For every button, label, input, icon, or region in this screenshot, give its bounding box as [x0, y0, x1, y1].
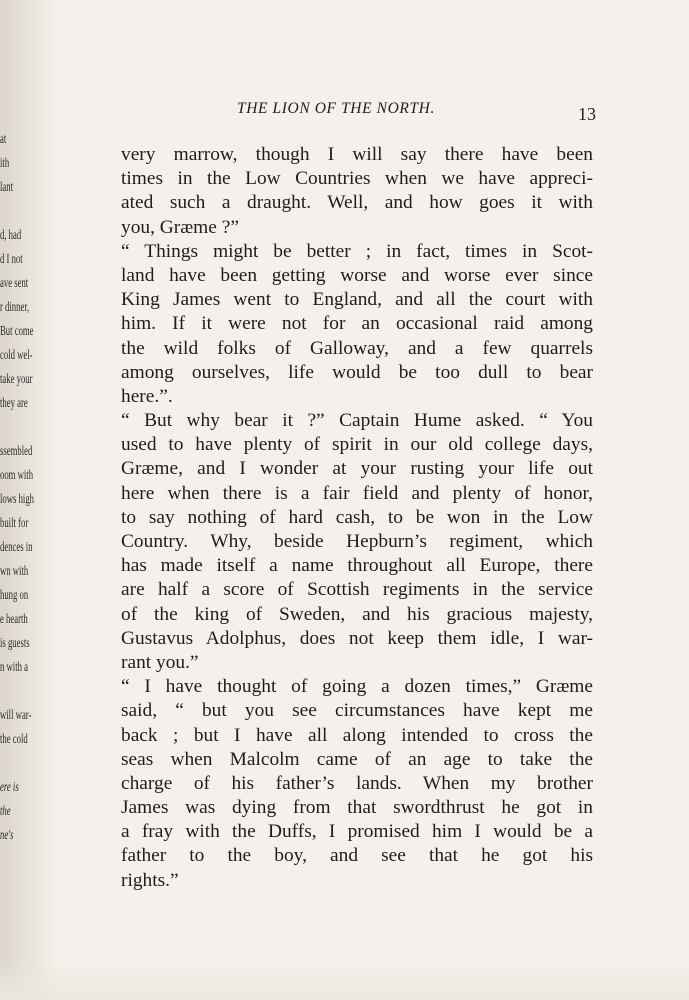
- text-line: Græme, and I wonder at your rusting your life out: [121, 458, 593, 480]
- text-line: the wild folks of Galloway, and a few quarrels: [121, 337, 593, 359]
- bleed-line: is guests: [0, 636, 30, 651]
- text-line: “ Things might be better ; in fact, times in Scot-: [121, 240, 593, 262]
- bleed-line: ith: [0, 156, 10, 171]
- text-line: very marrow, though I will say there have been: [121, 144, 593, 165]
- text-line: back ; but I have all along intended to cross the: [121, 724, 593, 746]
- text-line: King James went to England, and all the court with: [121, 289, 593, 311]
- text-line: “ I have thought of going a dozen times,” Græme: [121, 676, 593, 698]
- bleed-line: ave sent: [0, 276, 29, 291]
- bleed-line: ere is: [0, 780, 19, 795]
- text-line: Gustavus Adolphus, does not keep them idle, I war-: [121, 627, 593, 649]
- bleed-line: d, had: [0, 228, 22, 243]
- bleed-line: oom with: [0, 468, 34, 483]
- page-number: 13: [578, 104, 596, 124]
- bleed-line: ne's: [0, 828, 14, 843]
- bleed-line: the: [0, 804, 11, 819]
- bleed-line: take your: [0, 372, 33, 387]
- text-line: land have been getting worse and worse ever since: [121, 264, 593, 286]
- bleed-line: lant: [0, 180, 14, 195]
- bleed-line: d I not: [0, 252, 23, 267]
- bleed-line: [0, 200, 27, 224]
- bleed-line: will war-: [0, 708, 32, 723]
- page-bottom-shadow: [0, 960, 689, 1000]
- text-line: used to have plenty of spirit in our old college days,: [121, 434, 593, 456]
- bleed-line: n with a: [0, 660, 28, 675]
- text-line: to say nothing of hard cash, to be won in the Low: [121, 506, 593, 528]
- text-line: here when there is a fair field and plenty of honor,: [121, 482, 593, 504]
- text-line: has made itself a name throughout all Europe, there: [121, 555, 593, 577]
- text-line: among ourselves, life would be too dull to bear: [121, 361, 593, 383]
- bleed-line: cold wel-: [0, 348, 33, 363]
- bleed-line: But come: [0, 324, 34, 339]
- bleed-line: built for: [0, 516, 29, 531]
- text-line: a fray with the Duffs, I promised him I would be a: [121, 821, 593, 843]
- text-line: James was dying from that swordthrust he got in: [121, 797, 593, 819]
- running-head: THE LION OF THE NORTH.: [237, 100, 435, 117]
- text-line: here.”.: [121, 385, 173, 407]
- bleed-line: hung on: [0, 588, 29, 603]
- facing-page-bleed-through: [0, 128, 35, 848]
- bleed-line: wn with: [0, 564, 29, 579]
- text-line: times in the Low Countries when we have appreci-: [121, 168, 593, 190]
- text-line: rights.”: [121, 869, 179, 891]
- text-line: ated such a draught. Well, and how goes it with: [121, 192, 593, 214]
- bleed-line: lows high: [0, 492, 35, 507]
- bleed-line: at: [0, 132, 7, 147]
- bleed-line: r dinner,: [0, 300, 30, 315]
- text-line: of the king of Sweden, and his gracious majesty,: [121, 603, 593, 625]
- text-line: rant you.”: [121, 651, 199, 673]
- body-text: [121, 143, 593, 893]
- bleed-line: the cold: [0, 732, 28, 747]
- text-line: father to the boy, and see that he got his: [121, 845, 593, 867]
- text-line: Country. Why, beside Hepburn’s regiment, which: [121, 531, 593, 552]
- text-line: said, “ but you see circumstances have kept me: [121, 700, 593, 722]
- bleed-line: [0, 680, 27, 704]
- text-line: him. If it were not for an occasional raid among: [121, 313, 593, 335]
- bleed-line: ssembled: [0, 444, 33, 459]
- text-line: charge of his father’s lands. When my brother: [121, 772, 593, 794]
- bleed-line: [0, 416, 27, 440]
- bleed-line: dences in: [0, 540, 33, 555]
- text-line: are half a score of Scottish regiments in the service: [121, 579, 593, 601]
- text-line: you, Græme ?”: [121, 216, 239, 238]
- text-line: “ But why bear it ?” Captain Hume asked. “ You: [121, 410, 593, 432]
- bleed-line: they are: [0, 396, 28, 411]
- bleed-line: e hearth: [0, 612, 28, 627]
- bleed-line: [0, 752, 27, 776]
- text-line: seas when Malcolm came of an age to take the: [121, 748, 593, 770]
